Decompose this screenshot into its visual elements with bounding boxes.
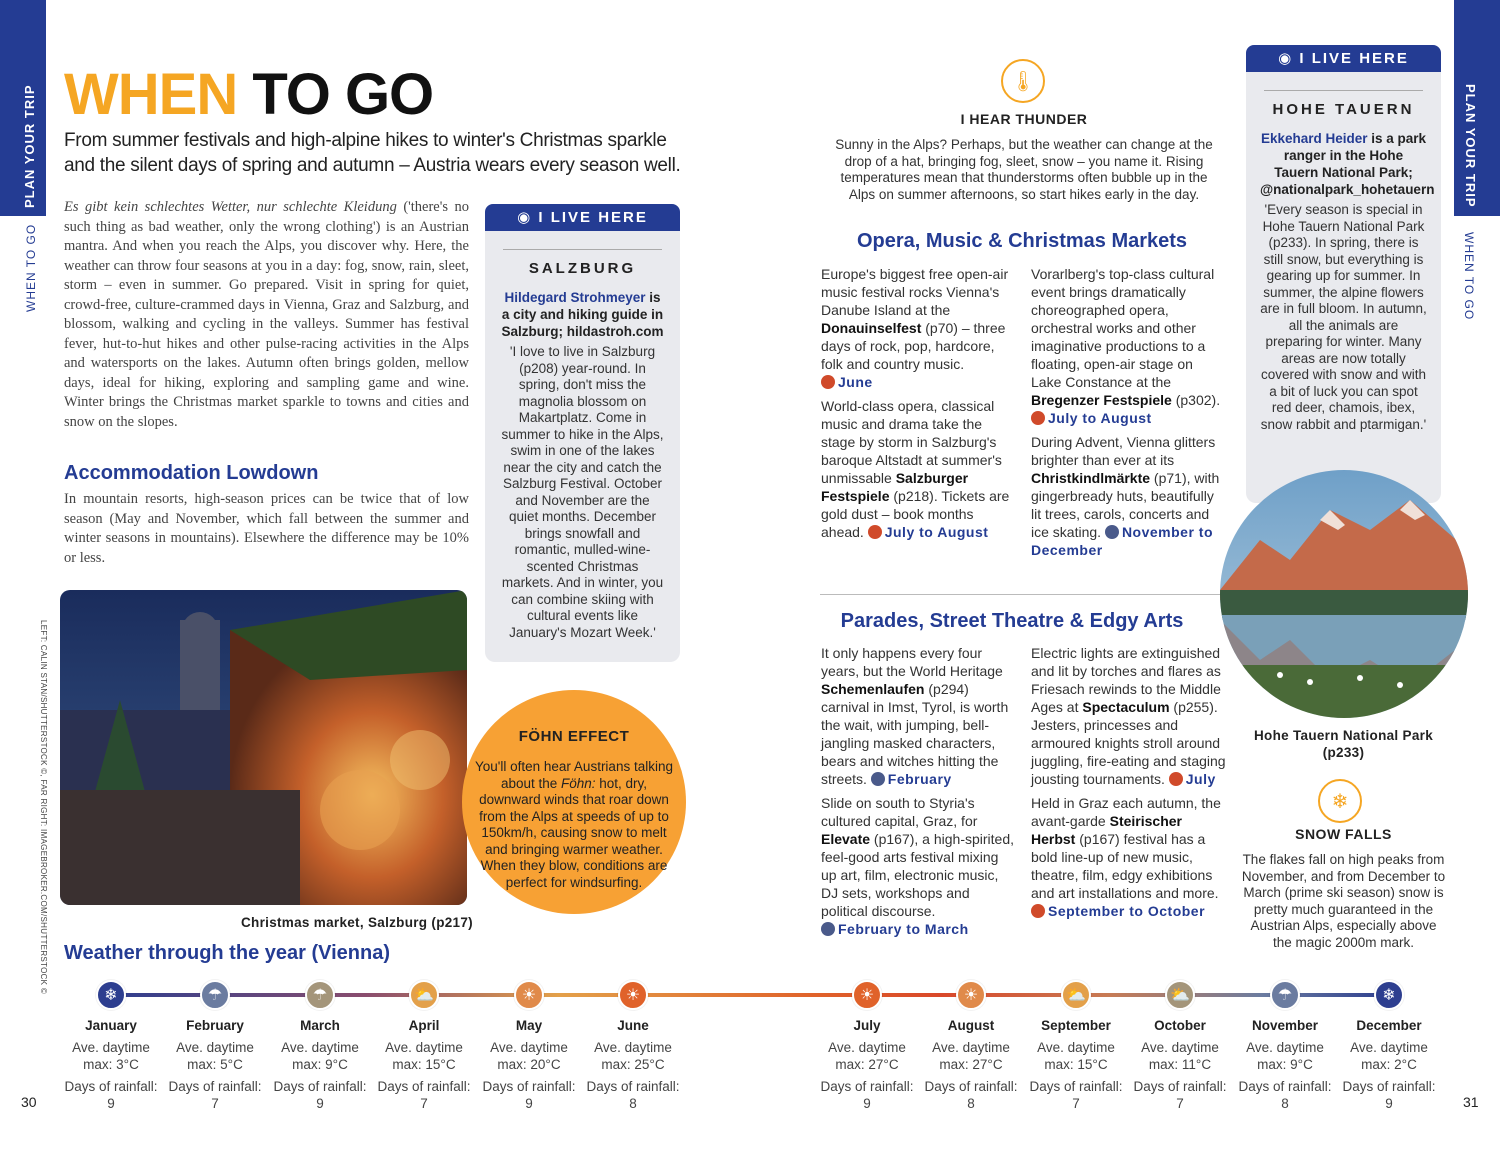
weather-month-name: May (515, 1018, 543, 1033)
live-here-quote: 'Every season is special in Hohe Tauern National Park (p233). In spring, there is still snow, but everything is gearing up for summer. In summer, the alpine flowers are in full bloom. In autumn, all the animals are preparing for winter. Many areas are now totally covered with snow and with a bit of luck you can spot red deer, chamois, ibex, snow rabbit and ptarmigan.' (1260, 202, 1427, 432)
festival-month: July (1185, 771, 1216, 787)
weather-temp (474, 1040, 584, 1073)
intro-italic: Es gibt kein schlechtes Wetter, nur schlechte Kleidung (64, 199, 397, 215)
weather-temp-label: Ave. daytime (72, 1040, 150, 1055)
festival-month: February to March (838, 921, 969, 937)
calendar-icon (868, 525, 882, 539)
weather-rain (474, 1079, 584, 1112)
weather-temp-value: max: 27°C (835, 1056, 899, 1072)
weather-rain-label: Days of rainfall: (1029, 1079, 1123, 1094)
calendar-icon (821, 922, 835, 936)
weather-temp (1021, 1040, 1131, 1073)
text: World-class opera, classical music and drama take the stage by storm in Salzburg's baroque Altstadt at summer's unmissable (821, 398, 1002, 486)
weather-month-name: April (408, 1018, 440, 1033)
weather-heading: Weather through the year (Vienna) (64, 942, 390, 964)
weather-temp-label: Ave. daytime (594, 1040, 672, 1055)
opera-salzburger (821, 397, 1017, 541)
hohe-tauern-photo (1220, 470, 1468, 718)
weather-temp-label: Ave. daytime (1246, 1040, 1324, 1055)
text: During Advent, Vienna glitters brighter than ever at its (1031, 434, 1216, 468)
parades-spectaculum (1031, 644, 1227, 788)
live-here-place: HOHE TAUERN (1264, 90, 1423, 118)
page-number-left: 30 (21, 1094, 37, 1110)
live-here-header (1246, 45, 1441, 72)
festival-name: Christkindlmärkte (1031, 470, 1151, 486)
opera-heading: Opera, Music & Christmas Markets (856, 230, 1188, 252)
weather-month-name: December (1356, 1018, 1422, 1033)
weather-month-name: June (617, 1018, 649, 1033)
calendar-icon (1031, 411, 1045, 425)
sun-icon: ☀ (514, 980, 544, 1010)
parades-col-2 (1031, 644, 1227, 926)
sun-icon: ☀ (852, 980, 882, 1010)
festival-month: July to August (884, 524, 989, 540)
festival-name: Salzburger Festspiele (821, 470, 969, 504)
snow-title: SNOW FALLS (1295, 826, 1392, 842)
live-here-quote: 'I love to live in Salzburg (p208) year-round. In spring, don't miss the magnolia blossom on Makartplatz. Come in summer to hike in the Alps, swim in one of the lakes near the city and catch the Salzburg Festival. October and November are the quiet months. December brings snowfall and romantic, mulled-wine-scented Christmas markets. And in winter, you can combine skiing with cultural events like January's Mozart Week.' (501, 344, 664, 640)
parades-col-1 (821, 644, 1017, 944)
calendar-icon (1169, 772, 1183, 786)
weather-rain-label: Days of rainfall: (924, 1079, 1018, 1094)
weather-temp (916, 1040, 1026, 1073)
weather-rain (1125, 1079, 1235, 1112)
weather-rain-value: 9 (107, 1095, 115, 1111)
weather-temp (1230, 1040, 1340, 1073)
page-title (64, 62, 433, 128)
weather-temp-value: max: 5°C (187, 1056, 243, 1072)
weather-month-name: November (1251, 1018, 1319, 1033)
weather-month-name: October (1154, 1018, 1206, 1033)
weather-rain-value: 7 (211, 1095, 219, 1111)
festival-month: February (887, 771, 952, 787)
side-tab-right-label: PLAN YOUR TRIP (1463, 84, 1478, 208)
text: (p302). (1171, 392, 1221, 408)
calendar-icon (871, 772, 885, 786)
weather-rain-label: Days of rainfall: (64, 1079, 158, 1094)
weather-temp (56, 1040, 166, 1073)
live-here-hohe-tauern (1246, 45, 1441, 503)
opera-col-2 (1031, 265, 1227, 565)
page-number-right: 31 (1463, 1094, 1479, 1110)
weather-temp (160, 1040, 270, 1073)
weather-temp-label: Ave. daytime (490, 1040, 568, 1055)
snow-text: The flakes fall on high peaks from November, and from December to March (prime ski season) snow is pretty much guaranteed in the Austrian Alps, especially above the magic 2000m mark. (1241, 852, 1446, 950)
live-here-role: is a city and hiking guide in Salzburg; hildastroh.com (501, 290, 664, 339)
weather-temp (369, 1040, 479, 1073)
text: Vorarlberg's top-class cultural event brings dramatically choreographed opera, orchestral works and other imaginative productions to a floating, open-air stage on Lake Constance at the (1031, 266, 1215, 390)
cloud-rain-icon: ☂ (1270, 980, 1300, 1010)
weather-temp (1334, 1040, 1444, 1073)
text: (p167), a high-spirited, feel-good arts festival mixing up art, film, electronic music, DJ sets, workshops and political discourse. (821, 831, 1015, 919)
festival-month: July to August (1048, 410, 1152, 426)
side-tab-left-sub: WHEN TO GO (24, 223, 38, 312)
weather-temp (1125, 1040, 1235, 1073)
fohn-title: FÖHN EFFECT (518, 728, 630, 745)
intro-rest: ('there's no such thing as bad weather, only the wrong clothing') is an Austrian mantra. And when you reach the Alps, you discover why. Here, the weather can throw four seasons at you in a day: fog, snow, rain, sleet, storm – even in summer. Go prepared. Visit in spring for quiet, crowd-free, culture-crammed days in Vienna, Graz and Salzburg, and blossom, walking and cycling in the valleys. Summer has festival fever, hut-to-hut hikes and other pulse-racing activities in the Alps and watersports on the lakes. Autumn often brings golden, mellow days, ideal for hiking, exploring and sampling game and wine. Winter brings the Christmas market sparkle to towns and cities and snow on the slopes. (64, 199, 469, 430)
weather-temp-value: max: 9°C (292, 1056, 348, 1072)
main-paragraph (64, 198, 469, 432)
weather-timeline (110, 993, 1390, 997)
festival-name: Spectaculum (1082, 699, 1170, 715)
weather-rain-label: Days of rainfall: (482, 1079, 576, 1094)
cloud-rain-icon: ☂ (305, 980, 335, 1010)
weather-temp-value: max: 9°C (1257, 1056, 1313, 1072)
opera-christkindlmarkte (1031, 433, 1227, 559)
opera-donauinselfest (821, 265, 1017, 391)
weather-rain-value: 9 (863, 1095, 871, 1111)
weather-rain (1334, 1079, 1444, 1112)
weather-temp-label: Ave. daytime (1141, 1040, 1219, 1055)
live-here-name: Ekkehard Heider (1260, 131, 1368, 146)
live-here-salzburg (485, 204, 680, 662)
side-tab-right-sub: WHEN TO GO (1462, 232, 1476, 321)
weather-rain-value: 8 (967, 1095, 975, 1111)
weather-temp-value: max: 3°C (83, 1056, 139, 1072)
weather-month-name: March (300, 1018, 340, 1033)
weather-rain (916, 1079, 1026, 1112)
calendar-icon (821, 375, 835, 389)
text: (p167) festival has a bold line-up of new music, theatre, film, edgy exhibitions and art installations and more. (1031, 831, 1219, 901)
parades-heading: Parades, Street Theatre & Edgy Arts (840, 610, 1184, 632)
thermometer-icon: 🌡 (1001, 59, 1045, 103)
weather-month-name: September (1041, 1018, 1111, 1033)
text: Electric lights are extinguished and lit by torches and flares as Friesach rewinds to the Middle Ages at (1031, 645, 1221, 715)
weather-temp (812, 1040, 922, 1073)
thunder-text: Sunny in the Alps? Perhaps, but the weather can change at the drop of a hat, bringing fog, sleet, snow – you name it. Rising temperatures mean that thunderstorms often bubble up in the Alps on summer afternoons, so start hikes early in the day. (835, 137, 1213, 202)
live-here-who (1246, 130, 1441, 198)
weather-rain-label: Days of rainfall: (273, 1079, 367, 1094)
festival-name: Steirischer Herbst (1031, 813, 1182, 847)
pin-icon: ◉ (517, 209, 539, 226)
weather-temp (265, 1040, 375, 1073)
text: Slide on south to Styria's cultured capital, Graz, for (821, 795, 978, 829)
weather-rain (56, 1079, 166, 1112)
weather-rain (812, 1079, 922, 1112)
text: Held in Graz each autumn, the avant-garde (1031, 795, 1221, 829)
parades-steirischer (1031, 794, 1227, 920)
thunder-title: I HEAR THUNDER (960, 111, 1088, 127)
weather-temp-label: Ave. daytime (281, 1040, 359, 1055)
sun-cloud-icon: ⛅ (1061, 980, 1091, 1010)
weather-rain-value: 9 (1385, 1095, 1393, 1111)
text: It only happens every four years, but the World Heritage (821, 645, 1003, 679)
pin-icon: ◉ (1278, 50, 1300, 67)
fohn-italic: Föhn: (561, 775, 596, 791)
weather-temp-label: Ave. daytime (1037, 1040, 1115, 1055)
weather-rain-label: Days of rainfall: (820, 1079, 914, 1094)
festival-name: Donauinselfest (821, 320, 922, 336)
festival-month: September to October (1048, 903, 1206, 919)
calendar-icon (1031, 904, 1045, 918)
weather-month-name: February (186, 1018, 244, 1033)
weather-rain-value: 8 (1281, 1095, 1289, 1111)
accommodation-text: In mountain resorts, high-season prices can be twice that of low season (May and November, which fall between the summer and winter seasons in mountains). Elsewhere the difference may be 10% or less. (64, 491, 469, 566)
opera-col-1 (821, 265, 1017, 547)
weather-rain-value: 7 (420, 1095, 428, 1111)
weather-temp-value: max: 11°C (1148, 1056, 1212, 1072)
sun-cloud-icon: ⛅ (1165, 980, 1195, 1010)
hohe-tauern-caption: Hohe Tauern National Park (p233) (1253, 728, 1434, 760)
snowflake-icon: ❄ (96, 980, 126, 1010)
weather-temp-value: max: 2°C (1361, 1056, 1417, 1072)
snowflake-icon: ❄ (1374, 980, 1404, 1010)
christmas-market-photo (60, 590, 467, 905)
weather-temp-value: max: 15°C (1044, 1056, 1108, 1072)
sun-icon: ☀ (956, 980, 986, 1010)
live-here-name: Hildegard Strohmeyer (504, 290, 646, 305)
festival-month: June (838, 374, 873, 390)
live-here-place: SALZBURG (503, 249, 662, 277)
weather-temp-label: Ave. daytime (932, 1040, 1010, 1055)
weather-month-name: August (947, 1018, 995, 1033)
christmas-market-caption: Christmas market, Salzburg (p217) (241, 915, 473, 930)
accommodation-heading: Accommodation Lowdown (64, 462, 319, 484)
photo-credit: LEFT: CALIN STAN/SHUTTERSTOCK ©, FAR RIGHT: IMAGEBROKER.COM/SHUTTERSTOCK © (39, 620, 48, 995)
weather-rain-label: Days of rainfall: (377, 1079, 471, 1094)
weather-rain-label: Days of rainfall: (1133, 1079, 1227, 1094)
weather-rain-value: 7 (1176, 1095, 1184, 1111)
weather-temp (578, 1040, 688, 1073)
weather-rain (1230, 1079, 1340, 1112)
live-here-label: I LIVE HERE (538, 209, 648, 226)
fohn-text-b: hot, dry, downward winds that roar down from the Alps at speeds of up to 150km/h, causing snow to melt and bringing warmer weather. When they blow, conditions are perfect for windsurfing. (479, 775, 669, 890)
weather-rain-value: 7 (1072, 1095, 1080, 1111)
festival-name: Elevate (821, 831, 871, 847)
fohn-text (472, 759, 676, 891)
festival-month: November to December (1031, 524, 1214, 558)
cloud-rain-icon: ☂ (200, 980, 230, 1010)
calendar-icon (1105, 525, 1119, 539)
weather-temp-value: max: 20°C (497, 1056, 561, 1072)
live-here-label: I LIVE HERE (1299, 50, 1409, 67)
weather-temp-value: max: 25°C (601, 1056, 665, 1072)
festival-name: Bregenzer Festspiele (1031, 392, 1172, 408)
weather-rain-label: Days of rainfall: (1238, 1079, 1332, 1094)
fohn-text-a: You'll often hear Austrians talking about the (475, 759, 673, 791)
weather-temp-label: Ave. daytime (1350, 1040, 1428, 1055)
intro-text: From summer festivals and high-alpine hikes to winter's Christmas sparkle and the silent days of spring and autumn – Austria wears every season well. (64, 130, 681, 176)
weather-temp-value: max: 27°C (939, 1056, 1003, 1072)
weather-temp-label: Ave. daytime (828, 1040, 906, 1055)
live-here-role: is a park ranger in the Hohe Tauern National Park; @nationalpark_hohetauern (1260, 131, 1435, 197)
festival-name: Schemenlaufen (821, 681, 925, 697)
weather-temp-label: Ave. daytime (176, 1040, 254, 1055)
section-divider (820, 594, 1224, 595)
text: (p70) – three days of rock, pop, hardcore, folk and country music. (821, 320, 1006, 372)
text: (p218). Tickets are gold dust – book months ahead. (821, 488, 1010, 540)
text: Europe's biggest free open-air music festival rocks Vienna's Danube Island at the (821, 266, 1009, 318)
weather-rain-label: Days of rainfall: (1342, 1079, 1436, 1094)
weather-rain-value: 8 (629, 1095, 637, 1111)
parades-elevate (821, 794, 1017, 938)
text: (p255). Jesters, princesses and armoured knights stroll around juggling, fire-eating and staging jousting tournaments. (1031, 699, 1226, 787)
weather-month-name: January (85, 1018, 137, 1033)
fohn-effect-circle (462, 690, 686, 914)
weather-rain-label: Days of rainfall: (168, 1079, 262, 1094)
text: (p71), with gingerbready huts, beautifully lit trees, carols, concerts and ice skating. (1031, 470, 1220, 540)
weather-temp-label: Ave. daytime (385, 1040, 463, 1055)
weather-rain (578, 1079, 688, 1112)
sun-icon: ☀ (618, 980, 648, 1010)
live-here-who (485, 289, 680, 340)
parades-schemenlaufen (821, 644, 1017, 788)
sun-cloud-icon: ⛅ (409, 980, 439, 1010)
weather-rain (265, 1079, 375, 1112)
weather-rain-value: 9 (316, 1095, 324, 1111)
weather-rain-value: 9 (525, 1095, 533, 1111)
weather-rain (369, 1079, 479, 1112)
weather-temp-value: max: 15°C (392, 1056, 456, 1072)
weather-rain (1021, 1079, 1131, 1112)
opera-bregenzer (1031, 265, 1227, 427)
side-tab-left-label: PLAN YOUR TRIP (22, 84, 37, 208)
title-to-go: TO GO (252, 62, 434, 127)
title-when: WHEN (64, 62, 238, 127)
weather-rain (160, 1079, 270, 1112)
weather-rain-label: Days of rainfall: (586, 1079, 680, 1094)
snowflake-icon: ❄ (1318, 779, 1362, 823)
live-here-header (485, 204, 680, 231)
text: (p294) carnival in Imst, Tyrol, is worth the wait, with jumping, bell-jangling masked characters, bears and witches hitting the streets. (821, 681, 1009, 787)
weather-month-name: July (853, 1018, 881, 1033)
